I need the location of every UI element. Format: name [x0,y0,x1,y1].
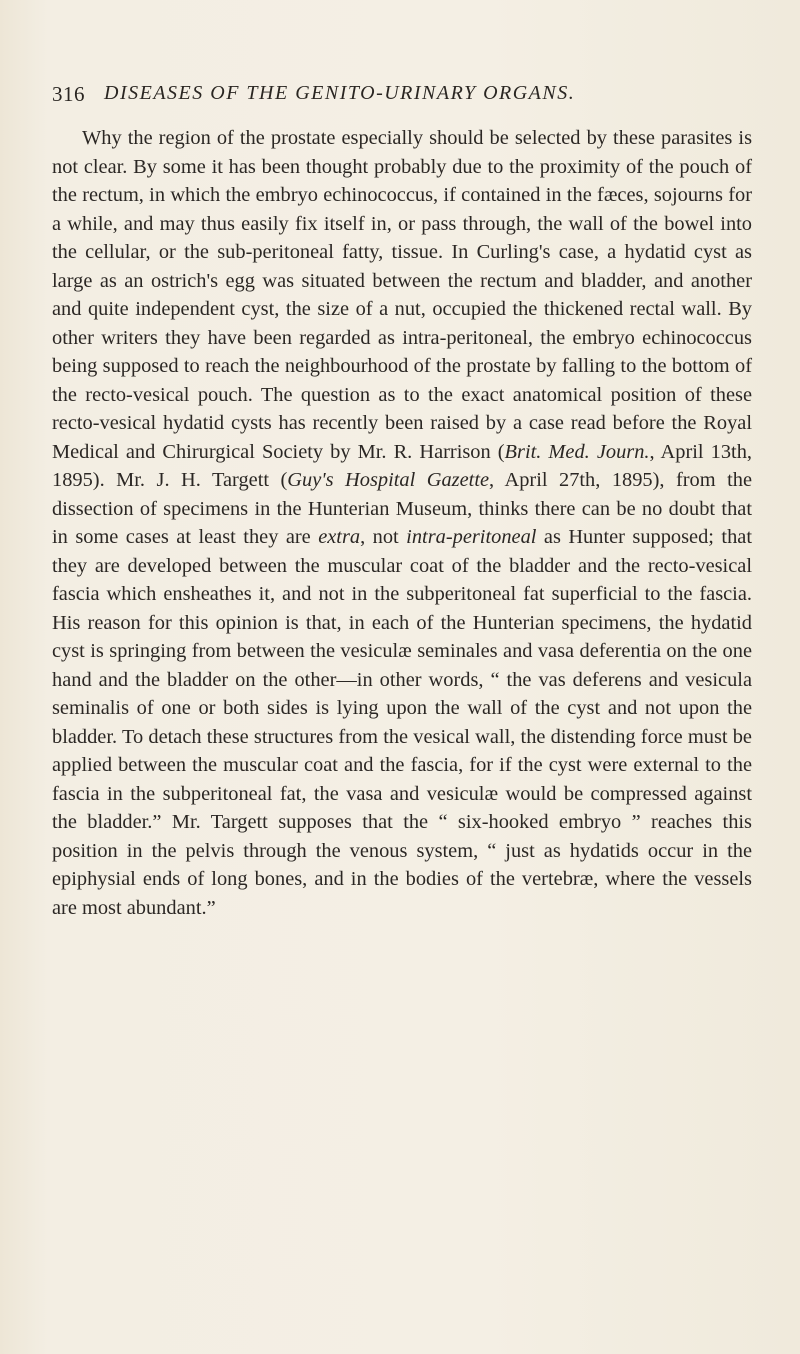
text-segment: , April 27th, 1895), from the dissection of specimens in the Hunterian Museum, thinks there can be no doubt that in some cases at least they are [52,469,752,548]
page-header [52,82,752,112]
text-segment: , April 13th, 1895). Mr. J. H. Targett ( [52,440,752,491]
running-head: DISEASES OF THE GENITO-URINARY ORGANS. [104,82,576,104]
citation-gazette: Guy's Hospital Gazette [287,469,490,491]
body-paragraph [52,124,752,922]
citation-journal: Brit. Med. Journ. [504,440,650,463]
text-segment: , not [360,526,407,548]
emphasis-extra: extra [318,526,361,548]
text-segment: Why the region of the prostate especially should be selected by these parasites is not clear. By some it has been thought probably due to the proximity of the pouch of the rectum, in which the embryo echinococcus, if contained in the fæces, sojourns for a while, and may thus easily fix itself in, or pass through, the wall of the bowel into the cellular, or the sub-peritoneal fatty, tissue. In Curling's case, a hydatid cyst as large as an ostrich's egg was situated between the rectum and bladder, and another and quite independent cyst, the size of a nut, occupied the thickened rectal wall. By other writers they have been regarded as intra-peritoneal, the embryo echinococcus being supposed to reach the neighbourhood of the prostate by falling to the bottom of the recto-vesical pouch. The question as to the exact anatomical position of these recto-vesical hydatid cysts has recently been raised by a case read before the Royal Medical and Chirurgical Society by Mr. R. Harrison ( [52,127,752,463]
text-segment: as Hunter supposed; that they are developed between the muscular coat of the bladder and the recto-vesical fascia which ensheathes it, and not in the subperitoneal fat superficial to the fascia. His reason for this opinion is that, in each of the Hunterian specimens, the hydatid cyst is springing from between the vesiculæ seminales and vasa deferentia on the one hand and the bladder on the other—in other words, “ the vas deferens and vesicula seminalis of one or both sides is lying upon the wall of the cyst and not upon the bladder. To detach these structures from the vesical wall, the distending force must be applied between the muscular coat and the fascia, for if the cyst were external to the fascia in the subperitoneal fat, the vasa and vesiculæ would be compressed against the bladder.” Mr. Targett supposes that the “ six-hooked embryo ” reaches this position in the pelvis through the venous system, “ just as hydatids occur in the epiphysial ends of long bones, and in the bodies of the vertebræ, where the vessels are most abundant.” [52,526,753,919]
page-number: 316 [52,82,85,106]
emphasis-intra-peritoneal: intra-peritoneal [406,526,537,548]
